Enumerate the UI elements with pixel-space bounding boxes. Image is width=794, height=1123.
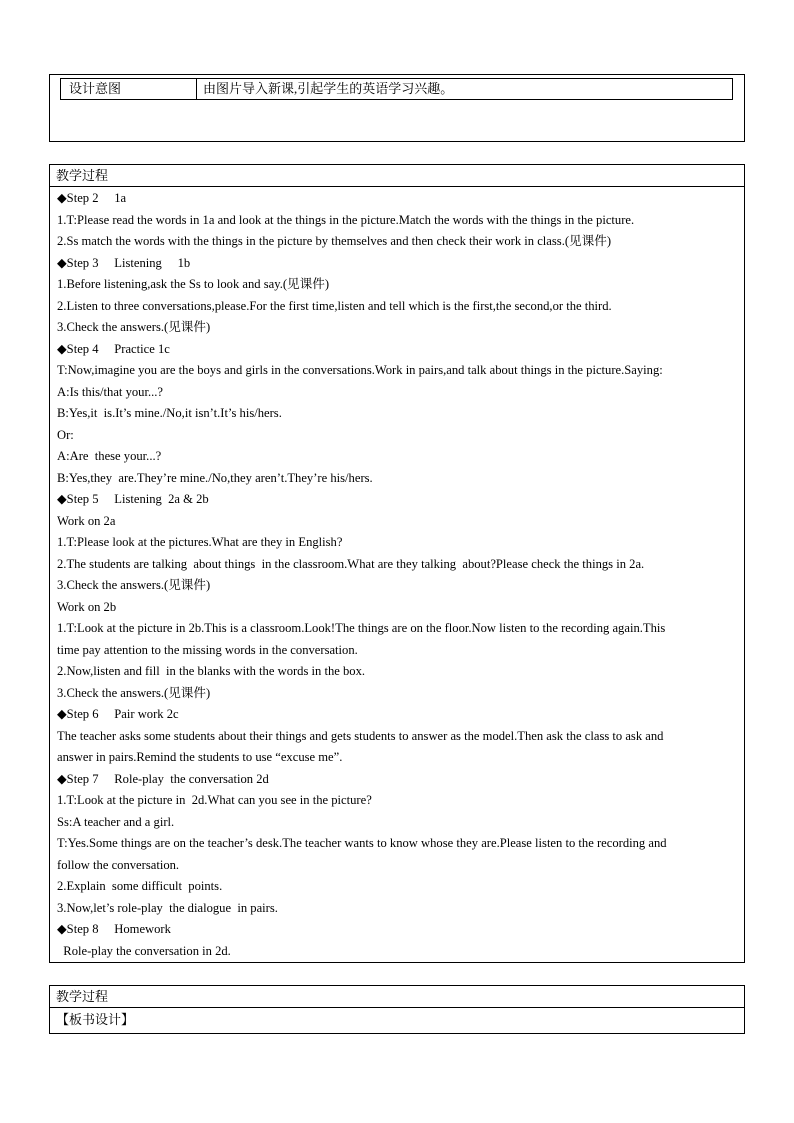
design-intent-table: [60, 78, 733, 100]
process-line: Work on 2b: [57, 599, 117, 614]
process-line: T:Now,imagine you are the boys and girls in the conversations.Work in pairs,and talk about things in the picture.Saying:: [57, 363, 663, 377]
board-design-title: 【板书设计】: [56, 1012, 135, 1027]
process-line: answer in pairs.Remind the students to use “excuse me”.: [57, 750, 343, 764]
process-line: ◆Step 6 Pair work 2c: [57, 707, 179, 721]
process-line: A:Is this/that your...?: [57, 384, 163, 399]
process-line: 1.T:Look at the picture in 2d.What can you see in the picture?: [57, 793, 372, 807]
process-line: 2.Ss match the words with the things in the picture by themselves and then check their work in class.(见课件): [57, 234, 612, 248]
process-line: Role-play the conversation in 2d.: [57, 943, 231, 958]
process-line: T:Yes.Some things are on the teacher’s desk.The teacher wants to know whose they are.Please listen to the recording and: [57, 836, 667, 850]
process-line: 3.Check the answers.(见课件): [57, 320, 211, 334]
process-line: Work on 2a: [57, 513, 116, 528]
board-design-section: [49, 985, 745, 1034]
process-line: 2.Now,listen and fill in the blanks with the words in the box.: [57, 664, 366, 678]
process-line: time pay attention to the missing words in the conversation.: [57, 642, 358, 657]
process-line: ◆Step 2 1a: [57, 191, 127, 205]
board-section-header: 教学过程: [50, 986, 744, 1008]
process-line: 2.Explain some difficult points.: [57, 879, 223, 893]
process-line: Or:: [57, 427, 74, 442]
process-line: B:Yes,it is.It’s mine./No,it isn’t.It’s his/hers.: [57, 406, 282, 420]
process-line: 2.The students are talking about things in the classroom.What are they talking about?Please check the things in 2a.: [57, 556, 645, 571]
teaching-process-section: [49, 164, 745, 963]
process-line: B:Yes,they are.They’re mine./No,they aren’t.They’re his/hers.: [57, 470, 373, 485]
process-line: Ss:A teacher and a girl.: [57, 814, 175, 829]
process-line: 1.Before listening,ask the Ss to look and say.(见课件): [57, 277, 330, 291]
process-line: ◆Step 7 Role-play the conversation 2d: [57, 771, 269, 786]
design-intent-label: 设计意图: [61, 79, 197, 99]
process-line: 3.Check the answers.(见课件): [57, 685, 211, 700]
design-intent-text: 由图片导入新课,引起学生的英语学习兴趣。: [203, 81, 454, 96]
process-line: follow the conversation.: [57, 857, 180, 872]
process-line: The teacher asks some students about their things and gets students to answer as the model.Then ask the class to ask and: [57, 728, 664, 743]
process-line: 3.Now,let’s role-play the dialogue in pairs.: [57, 900, 278, 915]
process-line: 1.T:Please look at the pictures.What are they in English?: [57, 535, 343, 549]
teaching-process-header: 教学过程: [50, 165, 744, 187]
process-line: 3.Check the answers.(见课件): [57, 578, 211, 592]
teaching-process-content: [50, 187, 744, 962]
process-line: 1.T:Please read the words in 1a and look at the things in the picture.Match the words with the things in the picture.: [57, 212, 635, 227]
process-line: 2.Listen to three conversations,please.For the first time,listen and tell which is the first,the second,or the third.: [57, 298, 612, 313]
design-intent-section: [49, 74, 745, 142]
process-line: ◆Step 8 Homework: [57, 922, 171, 936]
process-line: A:Are these your...?: [57, 449, 162, 463]
process-line: ◆Step 4 Practice 1c: [57, 341, 170, 356]
process-line: ◆Step 3 Listening 1b: [57, 255, 191, 270]
process-line: 1.T:Look at the picture in 2b.This is a classroom.Look!The things are on the floor.Now listen to the recording again.This: [57, 621, 666, 635]
process-line: ◆Step 5 Listening 2a & 2b: [57, 492, 209, 506]
